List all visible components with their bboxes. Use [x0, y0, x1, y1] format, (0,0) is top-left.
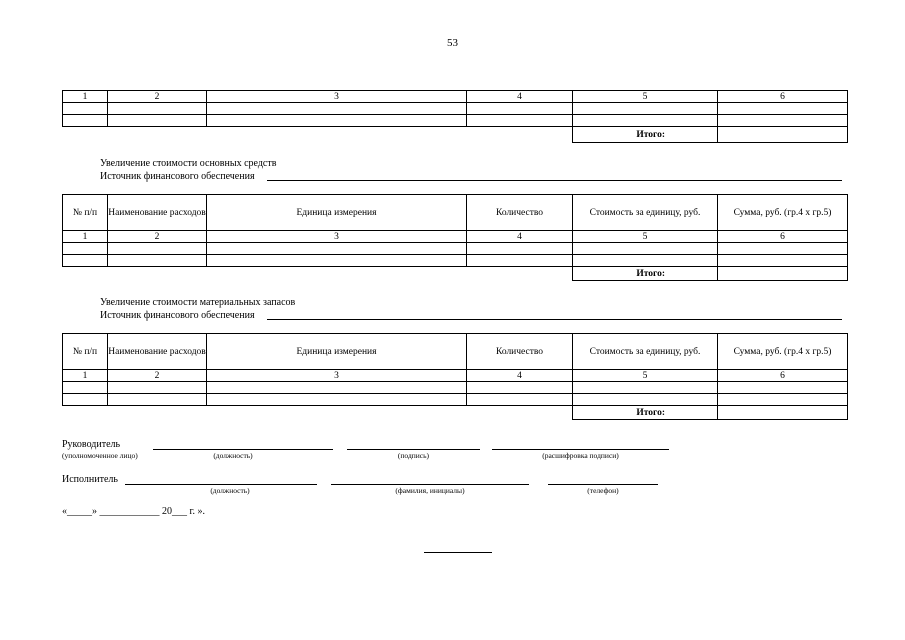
- executor-name-line: [331, 484, 529, 485]
- header-name: Наименование расходов: [108, 195, 207, 231]
- funding-source-line: [267, 319, 842, 320]
- header-unit: Единица измерения: [207, 334, 467, 370]
- table-row: [63, 115, 848, 127]
- executor-phone-caption: (телефон): [587, 486, 619, 495]
- col-num-4: 4: [467, 231, 573, 243]
- table-fixed-assets: [62, 194, 848, 281]
- executor-label: Исполнитель: [62, 474, 118, 485]
- col-num-5: 5: [573, 231, 718, 243]
- header-quantity: Количество: [467, 195, 573, 231]
- head-sublabel: (уполномоченное лицо): [62, 451, 138, 460]
- executor-phone-line: [548, 484, 658, 485]
- header-num: № п/п: [63, 334, 108, 370]
- col-num-1: 1: [63, 91, 108, 103]
- head-label: Руководитель: [62, 439, 121, 450]
- funding-source-label: Источник финансового обеспечения: [100, 310, 255, 321]
- head-decoding-line: [492, 449, 669, 450]
- table-inventories: [62, 333, 848, 420]
- header-unit-cost: Стоимость за единицу, руб.: [573, 334, 718, 370]
- col-num-5: 5: [573, 370, 718, 382]
- total-row: [63, 406, 848, 420]
- col-num-2: 2: [108, 231, 207, 243]
- total-label: Итого:: [573, 127, 718, 143]
- col-num-6: 6: [718, 91, 848, 103]
- col-num-3: 3: [207, 91, 467, 103]
- col-num-2: 2: [108, 370, 207, 382]
- table-row: [63, 255, 848, 267]
- total-row: [63, 127, 848, 143]
- footer-rule: [424, 552, 492, 553]
- header-quantity: Количество: [467, 334, 573, 370]
- head-position-line: [153, 449, 333, 450]
- funding-source-label: Источник финансового обеспечения: [100, 171, 255, 182]
- header-sum: Сумма, руб. (гр.4 х гр.5): [718, 334, 848, 370]
- executor-name-caption: (фамилия, инициалы): [395, 486, 465, 495]
- table-row: [63, 394, 848, 406]
- header-unit-cost: Стоимость за единицу, руб.: [573, 195, 718, 231]
- total-label: Итого:: [573, 406, 718, 420]
- head-signature-caption: (подпись): [397, 451, 430, 460]
- col-num-3: 3: [207, 370, 467, 382]
- total-row: [63, 267, 848, 281]
- funding-source-line: [267, 180, 842, 181]
- col-num-1: 1: [63, 231, 108, 243]
- section-title-fixed-assets: Увеличение стоимости основных средств: [100, 158, 277, 169]
- page-number: 53: [447, 37, 458, 49]
- table-row: [63, 382, 848, 394]
- header-sum: Сумма, руб. (гр.4 х гр.5): [718, 195, 848, 231]
- head-decoding-caption: (расшифровка подписи): [542, 451, 619, 460]
- column-number-row: [63, 91, 848, 103]
- header-name: Наименование расходов: [108, 334, 207, 370]
- col-num-4: 4: [467, 370, 573, 382]
- executor-position-line: [125, 484, 317, 485]
- table-row: [63, 103, 848, 115]
- table-continuation: [62, 90, 848, 143]
- table-row: [63, 243, 848, 255]
- col-num-1: 1: [63, 370, 108, 382]
- col-num-6: 6: [718, 231, 848, 243]
- header-row: [63, 195, 848, 231]
- header-unit: Единица измерения: [207, 195, 467, 231]
- col-num-2: 2: [108, 91, 207, 103]
- column-number-row: [63, 231, 848, 243]
- col-num-6: 6: [718, 370, 848, 382]
- col-num-4: 4: [467, 91, 573, 103]
- column-number-row: [63, 370, 848, 382]
- total-label: Итого:: [573, 267, 718, 281]
- executor-position-caption: (должность): [210, 486, 250, 495]
- col-num-3: 3: [207, 231, 467, 243]
- header-num: № п/п: [63, 195, 108, 231]
- header-row: [63, 334, 848, 370]
- section-title-inventories: Увеличение стоимости материальных запасов: [100, 297, 296, 308]
- head-signature-line: [347, 449, 480, 450]
- head-position-caption: (должность): [213, 451, 253, 460]
- date-line: «_____» ____________ 20___ г. ».: [62, 506, 205, 517]
- col-num-5: 5: [573, 91, 718, 103]
